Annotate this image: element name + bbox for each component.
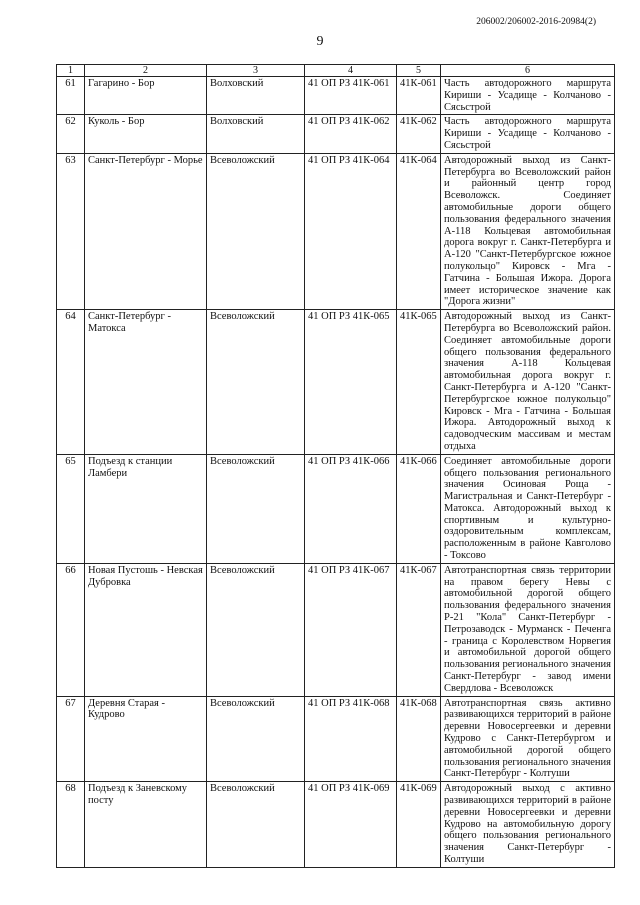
road-short-code: 41К-069 <box>397 782 441 868</box>
column-header: 2 <box>85 65 207 77</box>
table-row <box>57 782 615 868</box>
road-description: Автотранспортная связь территории на правом берегу Невы с автомобильной дорогой общего пользования федерального значения Р-21 "Кола" Санкт-Петербург - Петрозаводск - Мурманск - Печенга - граница с Королевством Норвегия и автомобильной дорогой общего пользования регионального значения Санкт-Петербург - завод имени Свердлова - Всеволожск <box>441 563 615 696</box>
road-id-code: 41 ОП РЗ 41К-064 <box>305 153 397 309</box>
road-description: Часть автодорожного маршрута Кириши - Усадище - Колчаново - Сясьстрой <box>441 115 615 153</box>
road-name: Деревня Старая - Кудрово <box>85 696 207 782</box>
row-number: 62 <box>57 115 85 153</box>
row-number: 61 <box>57 77 85 115</box>
district: Всеволожский <box>207 454 305 563</box>
road-description: Автотранспортная связь активно развивающихся территорий в районе деревни Новосергеевки и деревни Кудрово с Санкт-Петербургом и автомобильной дорогой общего пользования регионального значения Санкт-Петербург - Колтуши <box>441 696 615 782</box>
road-id-code: 41 ОП РЗ 41К-069 <box>305 782 397 868</box>
page-number: 9 <box>316 34 324 49</box>
road-name: Новая Пустошь - Невская Дубровка <box>85 563 207 696</box>
road-registry-table <box>56 64 615 868</box>
road-description: Соединяет автомобильные дороги общего пользования регионального значения Осиновая Роща - Магистральная и Санкт-Петербург - Матокса. Автодорожный выход к спортивным и культурно-оздоровительным комплексам, расположенным в районе Кавголово - Токсово <box>441 454 615 563</box>
road-id-code: 41 ОП РЗ 41К-065 <box>305 310 397 455</box>
table-row <box>57 696 615 782</box>
row-number: 66 <box>57 563 85 696</box>
row-number: 63 <box>57 153 85 309</box>
row-number: 65 <box>57 454 85 563</box>
road-id-code: 41 ОП РЗ 41К-068 <box>305 696 397 782</box>
table-header-row <box>57 65 615 77</box>
road-short-code: 41К-067 <box>397 563 441 696</box>
table-row <box>57 77 615 115</box>
column-header: 4 <box>305 65 397 77</box>
road-description: Автодорожный выход из Санкт-Петербурга во Всеволожский район и районный центр город Всеволожск. Соединяет автомобильные дороги общего пользования федерального значения А-118 Кольцевая автомобильная дорога вокруг г. Санкт-Петербурга и А-120 "Санкт-Петербургское южное полукольцо" Кировск - Мга - Гатчина - Большая Ижора. Дорога имеет историческое значение как "Дорога жизни" <box>441 153 615 309</box>
road-description: Автодорожный выход с активно развивающихся территорий в районе деревни Новосергеевки и деревни Кудрово на автомобильную дорогу общего пользования регионального значения Санкт-Петербург - Колтуши <box>441 782 615 868</box>
road-name: Подъезд к станции Ламбери <box>85 454 207 563</box>
district: Волховский <box>207 77 305 115</box>
road-name: Подъезд к Заневскому посту <box>85 782 207 868</box>
road-description: Автодорожный выход из Санкт-Петербурга во Всеволожский район. Соединяет автомобильные дороги общего пользования федерального значения А-118 Кольцевая автомобильная дорога вокруг г. Санкт-Петербурга и А-120 "Санкт-Петербургское южное полукольцо" Кировск - Мга - Гатчина - Большая Ижора. Автодорожный выход к садоводческим массивам и местам отдыха <box>441 310 615 455</box>
row-number: 68 <box>57 782 85 868</box>
road-id-code: 41 ОП РЗ 41К-061 <box>305 77 397 115</box>
district: Всеволожский <box>207 310 305 455</box>
column-header: 5 <box>397 65 441 77</box>
table-row <box>57 454 615 563</box>
column-header: 6 <box>441 65 615 77</box>
table-row <box>57 115 615 153</box>
row-number: 64 <box>57 310 85 455</box>
road-short-code: 41К-068 <box>397 696 441 782</box>
road-description: Часть автодорожного маршрута Кириши - Усадище - Колчаново - Сясьстрой <box>441 77 615 115</box>
district: Всеволожский <box>207 696 305 782</box>
column-header: 1 <box>57 65 85 77</box>
document-number: 206002/206002-2016-20984(2) <box>476 17 596 27</box>
district: Всеволожский <box>207 782 305 868</box>
road-name: Санкт-Петербург - Морье <box>85 153 207 309</box>
table-row <box>57 563 615 696</box>
district: Волховский <box>207 115 305 153</box>
column-header: 3 <box>207 65 305 77</box>
road-short-code: 41К-061 <box>397 77 441 115</box>
district: Всеволожский <box>207 563 305 696</box>
road-name: Санкт-Петербург - Матокса <box>85 310 207 455</box>
road-id-code: 41 ОП РЗ 41К-067 <box>305 563 397 696</box>
road-short-code: 41К-062 <box>397 115 441 153</box>
row-number: 67 <box>57 696 85 782</box>
road-short-code: 41К-064 <box>397 153 441 309</box>
road-id-code: 41 ОП РЗ 41К-066 <box>305 454 397 563</box>
district: Всеволожский <box>207 153 305 309</box>
table-row <box>57 153 615 309</box>
road-short-code: 41К-066 <box>397 454 441 563</box>
road-short-code: 41К-065 <box>397 310 441 455</box>
table-row <box>57 310 615 455</box>
road-id-code: 41 ОП РЗ 41К-062 <box>305 115 397 153</box>
road-name: Куколь - Бор <box>85 115 207 153</box>
road-name: Гагарино - Бор <box>85 77 207 115</box>
